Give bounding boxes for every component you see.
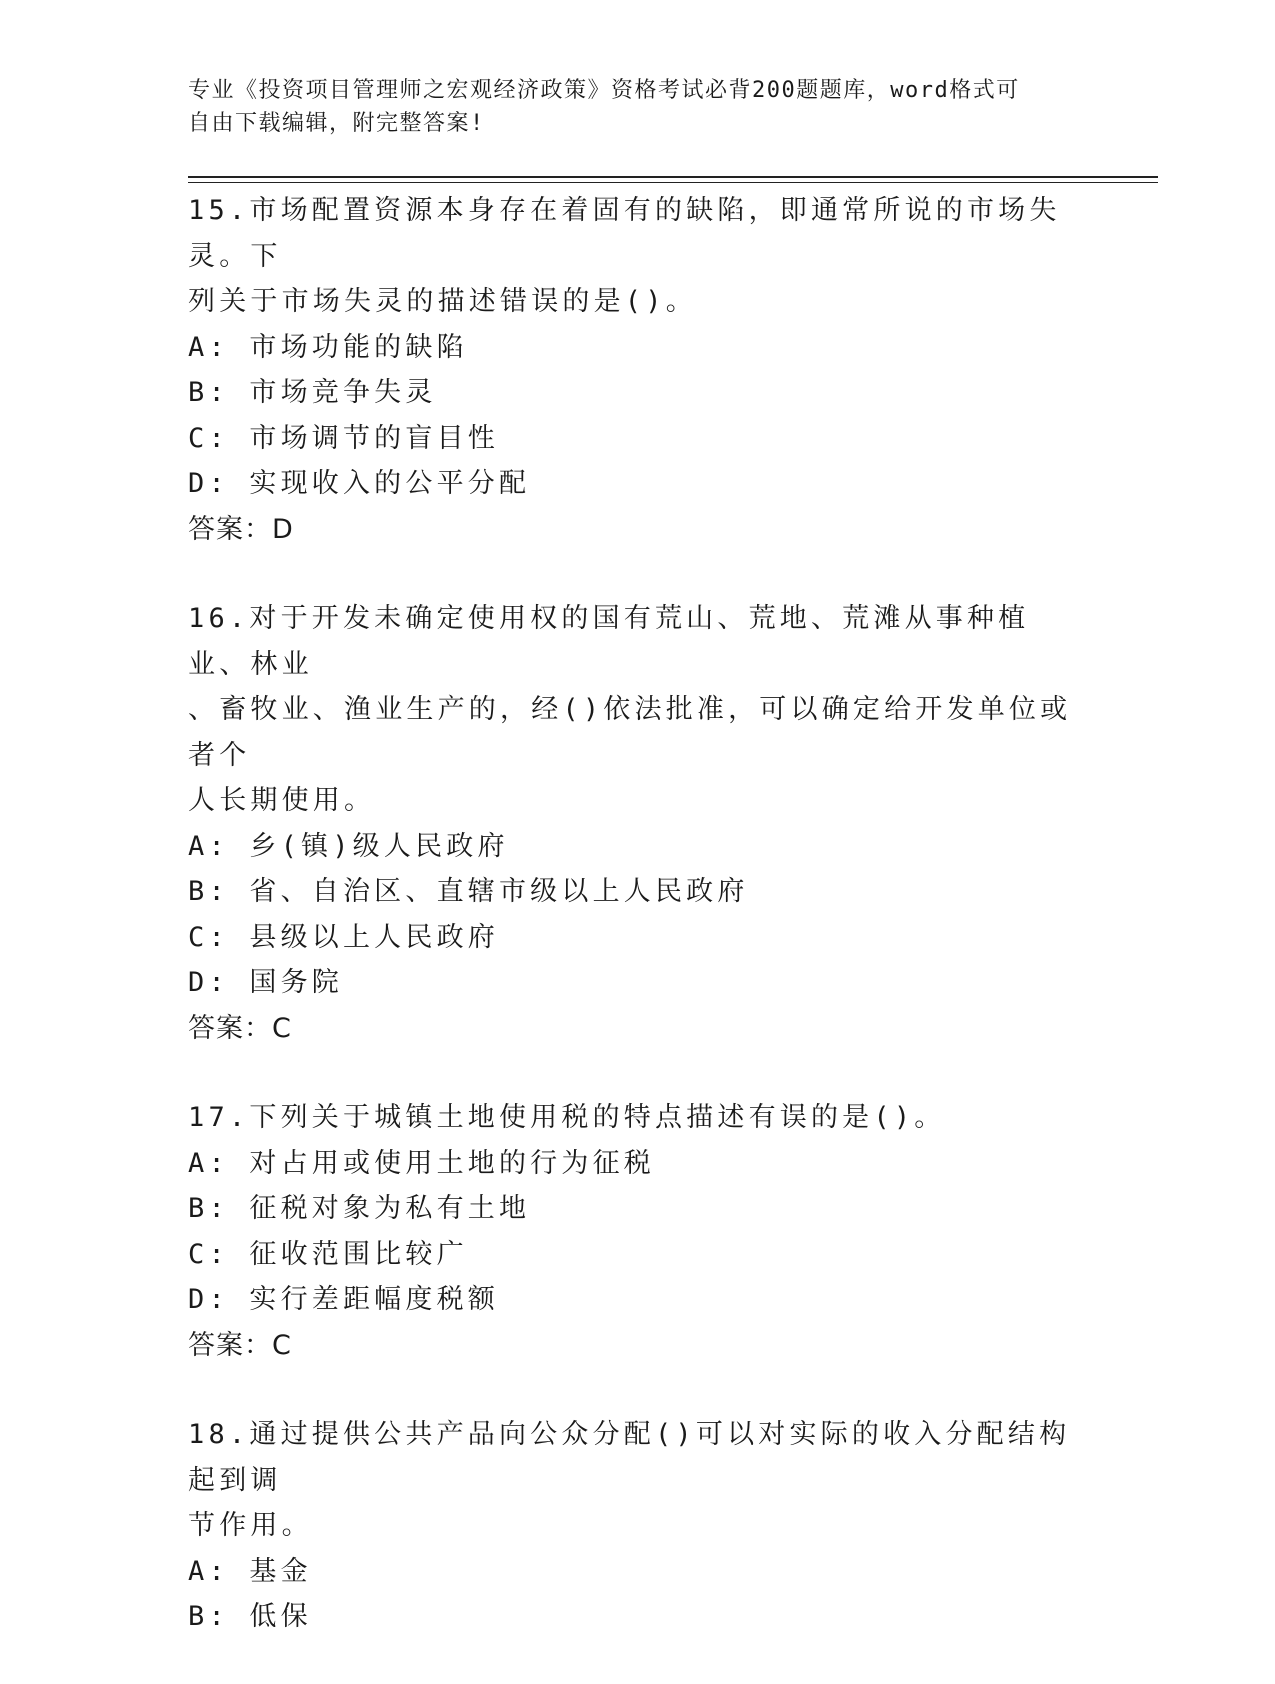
question-15 [188,188,1088,552]
question-list [188,188,1088,1684]
option-b: B: 征税对象为私有土地 [188,1193,531,1224]
option-a: A: 乡(镇)级人民政府 [188,830,509,862]
question-stem-line: 17.下列关于城镇土地使用税的特点描述有误的是()。 [188,1102,946,1133]
option-c: C: 征收范围比较广 [188,1238,468,1270]
header-divider-thin [188,182,1158,183]
option-b: B: 省、自治区、直辖市级以上人民政府 [188,876,749,907]
option-b: B: 低保 [188,1601,312,1632]
header-title-line-2: 自由下载编辑，附完整答案! [188,111,485,136]
question-stem-line: 人长期使用。 [188,785,376,816]
option-c: C: 市场调节的盲目性 [188,422,499,454]
question-18 [188,1412,1088,1640]
option-a: A: 对占用或使用土地的行为征税 [188,1147,655,1179]
option-d: D: 实现收入的公平分配 [188,468,531,499]
option-a: A: 基金 [188,1555,312,1587]
document-header [188,74,1088,140]
question-stem-line: 节作用。 [188,1510,313,1541]
header-divider-thick [188,176,1158,178]
question-17 [188,1095,1088,1368]
option-d: D: 实行差距幅度税额 [188,1284,499,1315]
option-b: B: 市场竞争失灵 [188,377,437,408]
question-stem-line: 列关于市场失灵的描述错误的是()。 [188,286,697,317]
question-stem-line: 、畜牧业、渔业生产的，经()依法批准，可以确定给开发单位或者个 [188,694,1072,771]
answer-line: 答案：D [188,513,294,545]
answer-line: 答案：C [188,1329,292,1361]
option-c: C: 县级以上人民政府 [188,921,499,953]
option-d: D: 国务院 [188,967,343,998]
header-title-line-1: 专业《投资项目管理师之宏观经济政策》资格考试必背200题题库，word格式可 [188,78,1020,103]
option-a: A: 市场功能的缺陷 [188,331,468,363]
answer-line: 答案：C [188,1012,292,1044]
question-stem-line: 16.对于开发未确定使用权的国有荒山、荒地、荒滩从事种植业、林业 [188,603,1030,680]
question-stem-line: 15.市场配置资源本身存在着固有的缺陷，即通常所说的市场失灵。下 [188,195,1061,272]
question-stem-line: 18.通过提供公共产品向公众分配()可以对实际的收入分配结构起到调 [188,1419,1071,1496]
question-16 [188,596,1088,1051]
